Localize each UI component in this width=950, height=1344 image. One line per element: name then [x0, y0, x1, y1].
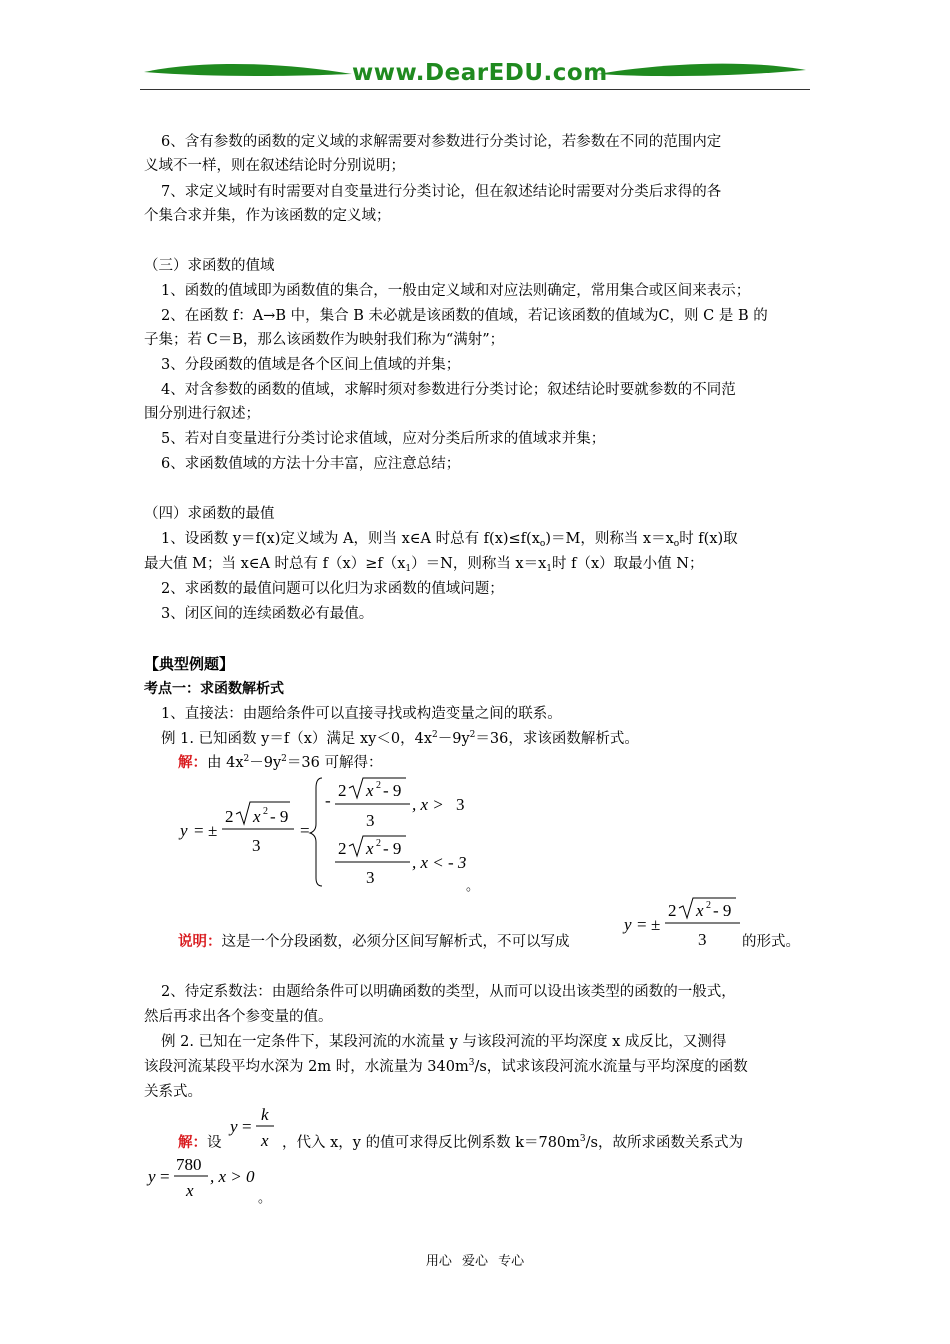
paragraph: 2、待定系数法：由题给条件可以明确函数的类型，从而可以设出该类型的函数的一般式，	[161, 984, 736, 1000]
page-footer: 用心 爱心 专心	[425, 1254, 525, 1269]
svg-text:y: y	[180, 821, 188, 840]
paragraph: 然后再求出各个参变量的值。	[144, 1009, 333, 1025]
inline-formula-k-over-x	[228, 1102, 278, 1154]
example-2-line: 该段河流某段平均水深为 2m 时，水流量为 $340m^3/s$，试求该段河流水流量与平均深度的函数	[144, 1058, 748, 1075]
svg-text:2: 2	[376, 838, 381, 849]
paragraph: 5、若对自变量进行分类讨论求值域，应对分类后所求的值域求并集；	[161, 431, 606, 447]
svg-text:, x > 0: , x > 0	[210, 1167, 255, 1186]
svg-text:2: 2	[225, 807, 234, 826]
result-formula	[146, 1152, 286, 1208]
svg-text:3: 3	[252, 836, 261, 855]
paragraph: 7、求定义域时有时需要对自变量进行分类讨论，但在叙述结论时需要对分类后求得的各	[161, 184, 722, 200]
paragraph: 6、求函数值域的方法十分丰富，应注意总结；	[161, 456, 461, 472]
svg-text:=: =	[300, 821, 310, 840]
svg-text:3: 3	[366, 868, 375, 887]
piecewise-formula	[170, 774, 510, 894]
svg-text:x: x	[366, 781, 374, 800]
svg-text:2: 2	[338, 781, 347, 800]
svg-text:x: x	[186, 1181, 194, 1200]
inline-formula	[622, 894, 742, 950]
header-rule	[140, 89, 810, 90]
svg-text:3: 3	[456, 795, 465, 814]
paragraph: 3、闭区间的连续函数必有最值。	[161, 606, 374, 622]
svg-text:3: 3	[698, 930, 707, 949]
svg-text:x: x	[253, 807, 261, 826]
paragraph: 最大值 M；当 x∈A 时总有 $f(x)\ge f(x_1)=N$，则称当 $x=x_1$时 f（x）取最小值 N；	[144, 556, 704, 574]
section-title: （四）求函数的最值	[144, 506, 275, 522]
key-point-heading: 考点一：求函数解析式	[144, 681, 284, 697]
svg-text:y: y	[230, 1117, 238, 1136]
paragraph: 围分别进行叙述；	[144, 406, 260, 422]
note-line: 说明：这是一个分段函数，必须分区间写解析式，不可以写成	[178, 934, 570, 950]
svg-text:780: 780	[176, 1155, 202, 1174]
svg-text:- 9: - 9	[713, 901, 732, 920]
svg-text:=: =	[637, 915, 647, 934]
svg-text:2: 2	[338, 839, 347, 858]
solution-line: 解：由 $4x^2-9y^2=36$ 可解得：	[178, 754, 383, 771]
note-tail: 的形式。	[742, 934, 800, 950]
paragraph: 6、含有参数的函数的定义域的求解需要对参数进行分类讨论，若参数在不同的范围内定	[161, 134, 722, 150]
svg-text:±: ±	[208, 821, 218, 840]
paragraph: 1、直接法：由题给条件可以直接寻找或构造变量之间的联系。	[161, 706, 562, 722]
svg-text:。: 。	[466, 878, 480, 893]
paragraph: 子集；若 C＝B，那么该函数作为映射我们称为“满射”；	[144, 332, 505, 348]
solution-line: 解：设	[178, 1135, 222, 1151]
svg-text:x: x	[366, 839, 374, 858]
svg-text:, x < - 3: , x < - 3	[412, 853, 467, 872]
paragraph: 4、对含参数的函数的值域，求解时须对参数进行分类讨论；叙述结论时要就参数的不同范	[161, 382, 736, 398]
svg-text:k: k	[261, 1105, 269, 1124]
example-2-line: 关系式。	[144, 1084, 202, 1100]
svg-text:3: 3	[366, 811, 375, 830]
svg-text:y: y	[148, 1167, 156, 1186]
svg-text:- 9: - 9	[270, 807, 289, 826]
paragraph: 3、分段函数的值域是各个区间上值域的并集；	[161, 357, 461, 373]
section-title: （三）求函数的值域	[144, 258, 275, 274]
svg-text:x: x	[261, 1131, 269, 1150]
svg-text:=: =	[194, 821, 204, 840]
svg-text:=: =	[160, 1167, 170, 1186]
svg-text:2: 2	[706, 900, 711, 911]
paragraph: 义域不一样，则在叙述结论时分别说明；	[144, 158, 405, 174]
solution-line: ，代入 x，y 的值可求得反比例系数 $k=780m^3/s$，故所求函数关系式为	[282, 1134, 743, 1151]
example-1: 例 1. 已知函数 y＝f（x）满足 xy＜0，$4x^2-9y^2=36$，求该函数解析式。	[161, 730, 639, 747]
header-banner	[140, 52, 810, 102]
paragraph: 1、设函数 y＝f(x)定义域为 A，则当 x∈A 时总有 $f(x)\le f(x_o)=M$，则称当 $x=x_o$时 f(x)取	[161, 531, 738, 549]
paragraph: 1、函数的值域即为函数值的集合，一般由定义域和对应法则确定，常用集合或区间来表示；	[161, 283, 751, 299]
svg-text:y: y	[624, 915, 632, 934]
svg-text:2: 2	[668, 901, 677, 920]
svg-text:-: -	[325, 791, 331, 810]
svg-text:, x >: , x >	[412, 795, 444, 814]
site-logo-text: www.DearEDU.com	[352, 60, 608, 86]
svg-text:=: =	[242, 1117, 252, 1136]
svg-text:x: x	[696, 901, 704, 920]
examples-heading: 【典型例题】	[144, 655, 235, 673]
svg-text:2: 2	[263, 806, 268, 817]
example-2: 例 2. 已知在一定条件下，某段河流的水流量 y 与该段河流的平均深度 x 成反比，又测得	[161, 1034, 727, 1050]
svg-text:2: 2	[376, 780, 381, 791]
svg-text:- 9: - 9	[383, 781, 402, 800]
paragraph: 2、在函数 f：A→B 中，集合 B 未必就是该函数的值域，若记该函数的值域为C，则 C 是 B 的	[161, 308, 768, 324]
svg-text:。: 。	[258, 1190, 272, 1205]
paragraph: 2、求函数的最值问题可以化归为求函数的值域问题；	[161, 581, 504, 597]
svg-text:±: ±	[651, 915, 661, 934]
paragraph: 个集合求并集，作为该函数的定义域；	[144, 208, 391, 224]
svg-text:- 9: - 9	[383, 839, 402, 858]
